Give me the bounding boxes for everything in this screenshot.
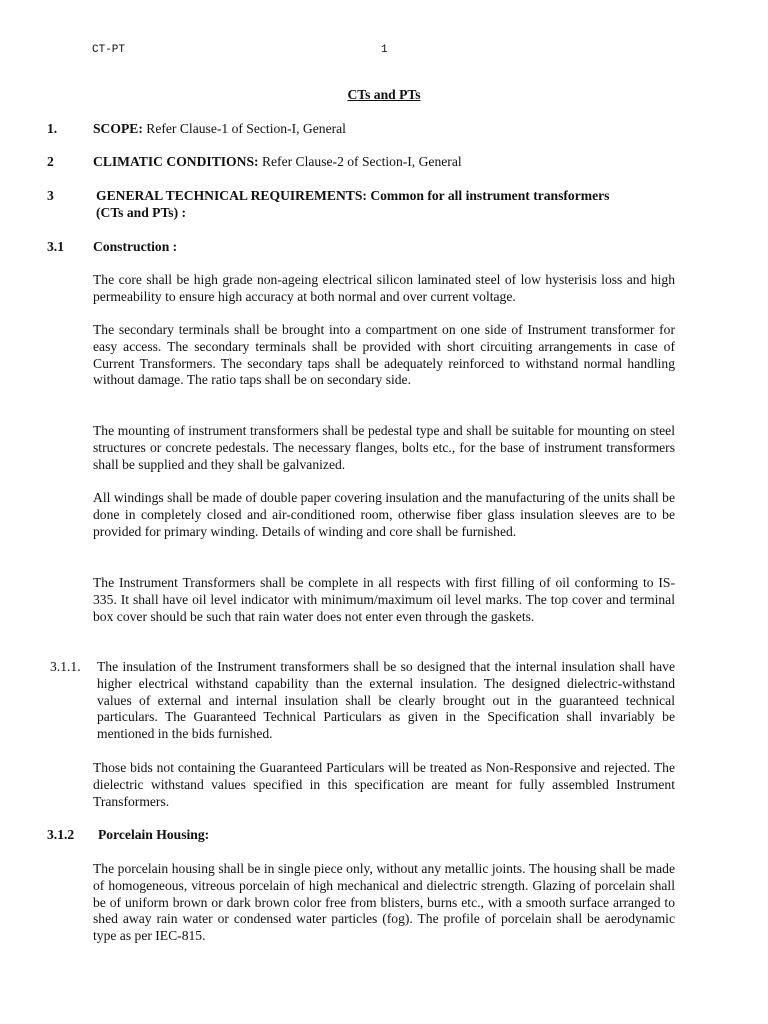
paragraph-porcelain: The porcelain housing shall be in single piece only, without any metallic joints. The housing shall be made of homogeneous, vitreous porcelain of high mechanical and dielectric strength. Glazing of porcelain shall be of uniform brown or dark brown color free from blisters, burns etc., with a smooth surface arranged to shed away rain water or condensed water particles (fog). The profile of porcelain shall be aerodynamic type as per IEC-815. bbox=[93, 861, 675, 944]
section-3-heading-line1: GENERAL TECHNICAL REQUIREMENTS: Common for all instrument transformers bbox=[96, 188, 610, 203]
paragraph-insulation: The insulation of the Instrument transformers shall be so designed that the internal insulation shall have higher electrical withstand capability than the external insulation. The designed dielectric-withstand values of external and internal insulation shall be clearly brought out in the guaranteed technical particulars. The Guaranteed Technical Particulars as given in the Specification shall invariably be mentioned in the bids furnished. bbox=[97, 659, 675, 742]
paragraph-bids: Those bids not containing the Guaranteed Particulars will be treated as Non-Responsive and rejected. The dielectric withstand values specified in this specification are meant for fully assembled Instrument Transformers. bbox=[93, 760, 675, 809]
page-title: CTs and PTs bbox=[347, 87, 421, 102]
paragraph-secondary-terminals: The secondary terminals shall be brought into a compartment on one side of Instrument transformer for easy access. The secondary terminals shall be provided with short circuiting arrangements in case of Current Transformers. The secondary taps shall be adequately reinforced to withstand normal handling without damage. The ratio taps shall be on secondary side. bbox=[93, 322, 675, 388]
paragraph-core: The core shall be high grade non-ageing electrical silicon laminated steel of low hysterisis loss and high permeability to ensure high accuracy at both normal and over current voltage. bbox=[93, 272, 675, 304]
section-3-1-heading: Construction : bbox=[93, 239, 178, 254]
header-page-number: 1 bbox=[381, 44, 388, 56]
section-3-heading-line2: (CTs and PTs) : bbox=[96, 205, 187, 220]
section-2-number: 2 bbox=[47, 154, 54, 169]
section-3-1-1-number: 3.1.1. bbox=[50, 659, 81, 674]
section-2-label: CLIMATIC CONDITIONS: bbox=[93, 154, 259, 169]
section-3-1-number: 3.1 bbox=[47, 239, 64, 254]
section-1-line bbox=[93, 121, 346, 138]
section-3-1-2-heading: Porcelain Housing: bbox=[98, 827, 210, 842]
paragraph-oil: The Instrument Transformers shall be complete in all respects with first filling of oil conforming to IS-335. It shall have oil level indicator with minimum/maximum oil level marks. The top cover and terminal box cover should be such that rain water does not enter even through the gaskets. bbox=[93, 575, 675, 624]
section-2-line bbox=[93, 154, 462, 171]
section-3-1-2-number: 3.1.2 bbox=[47, 827, 75, 842]
paragraph-mounting: The mounting of instrument transformers shall be pedestal type and shall be suitable for mounting on steel structures or concrete pedestals. The necessary flanges, bolts etc., for the base of instrument transformers shall be supplied and they shall be galvanized. bbox=[93, 423, 675, 472]
paragraph-windings: All windings shall be made of double paper covering insulation and the manufacturing of the units shall be done in completely closed and air-conditioned room, otherwise fiber glass insulation sleeves are to be provided for primary winding. Details of winding and core shall be furnished. bbox=[93, 490, 675, 539]
section-3-number: 3 bbox=[47, 188, 54, 203]
section-1-text: Refer Clause-1 of Section-I, General bbox=[146, 121, 346, 136]
section-1-number: 1. bbox=[47, 121, 58, 136]
section-1-label: SCOPE: bbox=[93, 121, 143, 136]
section-2-text: Refer Clause-2 of Section-I, General bbox=[261, 154, 462, 169]
header-doc-code: CT-PT bbox=[92, 44, 126, 56]
